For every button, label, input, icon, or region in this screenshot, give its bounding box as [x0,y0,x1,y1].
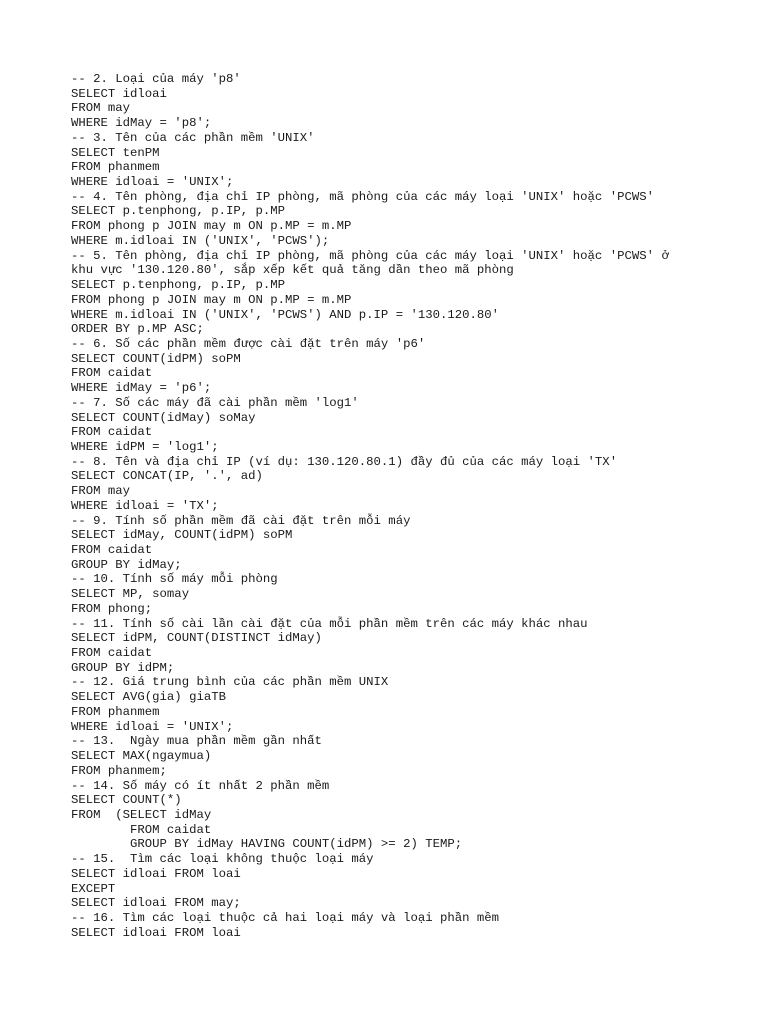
code-line: WHERE idloai = 'TX'; [71,498,219,513]
code-line: -- 16. Tìm các loại thuộc cả hai loại máy và loại phần mềm [71,910,500,925]
code-line: GROUP BY idMay HAVING COUNT(idPM) >= 2) TEMP; [71,837,463,852]
document-page [71,72,751,955]
code-line: SELECT idloai FROM loai [71,925,241,940]
code-line: SELECT MP, somay [71,587,190,602]
code-line: GROUP BY idMay; [71,557,182,572]
code-line: -- 13. Ngày mua phần mềm gần nhất [71,734,322,749]
code-line: -- 10. Tính số máy mỗi phòng [71,572,278,587]
code-line: -- 6. Số các phần mềm được cài đặt trên máy 'p6' [71,336,426,351]
code-line: -- 2. Loại của máy 'p8' [71,72,241,86]
code-line: SELECT idloai [71,86,167,101]
code-line: -- 12. Giá trung bình của các phần mềm UNIX [71,675,389,690]
code-line: -- 9. Tính số phần mềm đã cài đặt trên mỗi máy [71,513,411,528]
code-line: SELECT COUNT(idMay) soMay [71,410,256,425]
code-line: FROM phong; [71,601,153,616]
code-line: WHERE idMay = 'p6'; [71,381,212,396]
code-line: -- 4. Tên phòng, địa chỉ IP phòng, mã phòng của các máy loại 'UNIX' hoặc 'PCWS' [71,189,654,204]
code-line: -- 11. Tính số cài lần cài đặt của mỗi phần mềm trên các máy khác nhau [71,616,588,631]
code-line: SELECT p.tenphong, p.IP, p.MP [71,278,286,293]
code-line: -- 7. Số các máy đã cài phần mềm 'log1' [71,395,359,410]
code-line: WHERE idloai = 'UNIX'; [71,719,234,734]
code-line: FROM phong p JOIN may m ON p.MP = m.MP [71,219,352,234]
code-line: -- 5. Tên phòng, địa chỉ IP phòng, mã phòng của các máy loại 'UNIX' hoặc 'PCWS' ở [71,248,669,263]
code-line: FROM may [71,101,131,116]
code-line: ORDER BY p.MP ASC; [71,322,204,337]
code-line: FROM caidat [71,543,153,557]
code-line: -- 15. Tìm các loại không thuộc loại máy [71,852,374,867]
code-line: SELECT idPM, COUNT(DISTINCT idMay) [71,631,322,646]
code-line: SELECT MAX(ngaymua) [71,749,212,764]
code-line: EXCEPT [71,881,116,896]
code-line: FROM phanmem [71,704,160,719]
code-line: FROM caidat [71,425,153,440]
code-line: FROM may [71,484,131,499]
code-line: WHERE idloai = 'UNIX'; [71,175,234,190]
code-line: GROUP BY idPM; [71,660,175,675]
code-line: FROM caidat [71,646,153,661]
code-line: SELECT COUNT(idPM) soPM [71,351,241,366]
code-line: SELECT tenPM [71,145,160,160]
code-line: WHERE idMay = 'p8'; [71,116,212,131]
code-line: -- 14. Số máy có ít nhất 2 phần mềm [71,778,330,793]
code-line: SELECT idloai FROM loai [71,866,241,881]
code-line: khu vực '130.120.80', sắp xếp kết quả tăng dần theo mã phòng [71,263,514,278]
code-line: SELECT idMay, COUNT(idPM) soPM [71,528,293,543]
code-line: WHERE idPM = 'log1'; [71,439,219,454]
code-line [71,940,751,955]
code-line: SELECT AVG(gia) giaTB [71,690,226,705]
code-line: WHERE m.idloai IN ('UNIX', 'PCWS'); [71,233,330,248]
code-line: SELECT CONCAT(IP, '.', ad) [71,469,263,484]
code-line: FROM (SELECT idMay [71,807,212,822]
code-line: SELECT idloai FROM may; [71,896,241,911]
code-line: SELECT COUNT(*) [71,793,182,808]
code-line: FROM phanmem; [71,763,167,778]
code-line: -- 8. Tên và địa chỉ IP (ví dụ: 130.120.80.1) đầy đủ của các máy loại 'TX' [71,454,618,469]
code-line: FROM phong p JOIN may m ON p.MP = m.MP [71,292,352,307]
code-line: FROM caidat [71,822,212,837]
code-line: SELECT p.tenphong, p.IP, p.MP [71,204,286,219]
code-line: FROM phanmem [71,160,160,175]
code-line: WHERE m.idloai IN ('UNIX', 'PCWS') AND p.IP = '130.120.80' [71,307,500,322]
code-line: FROM caidat [71,366,153,381]
code-line: -- 3. Tên của các phần mềm 'UNIX' [71,130,315,145]
